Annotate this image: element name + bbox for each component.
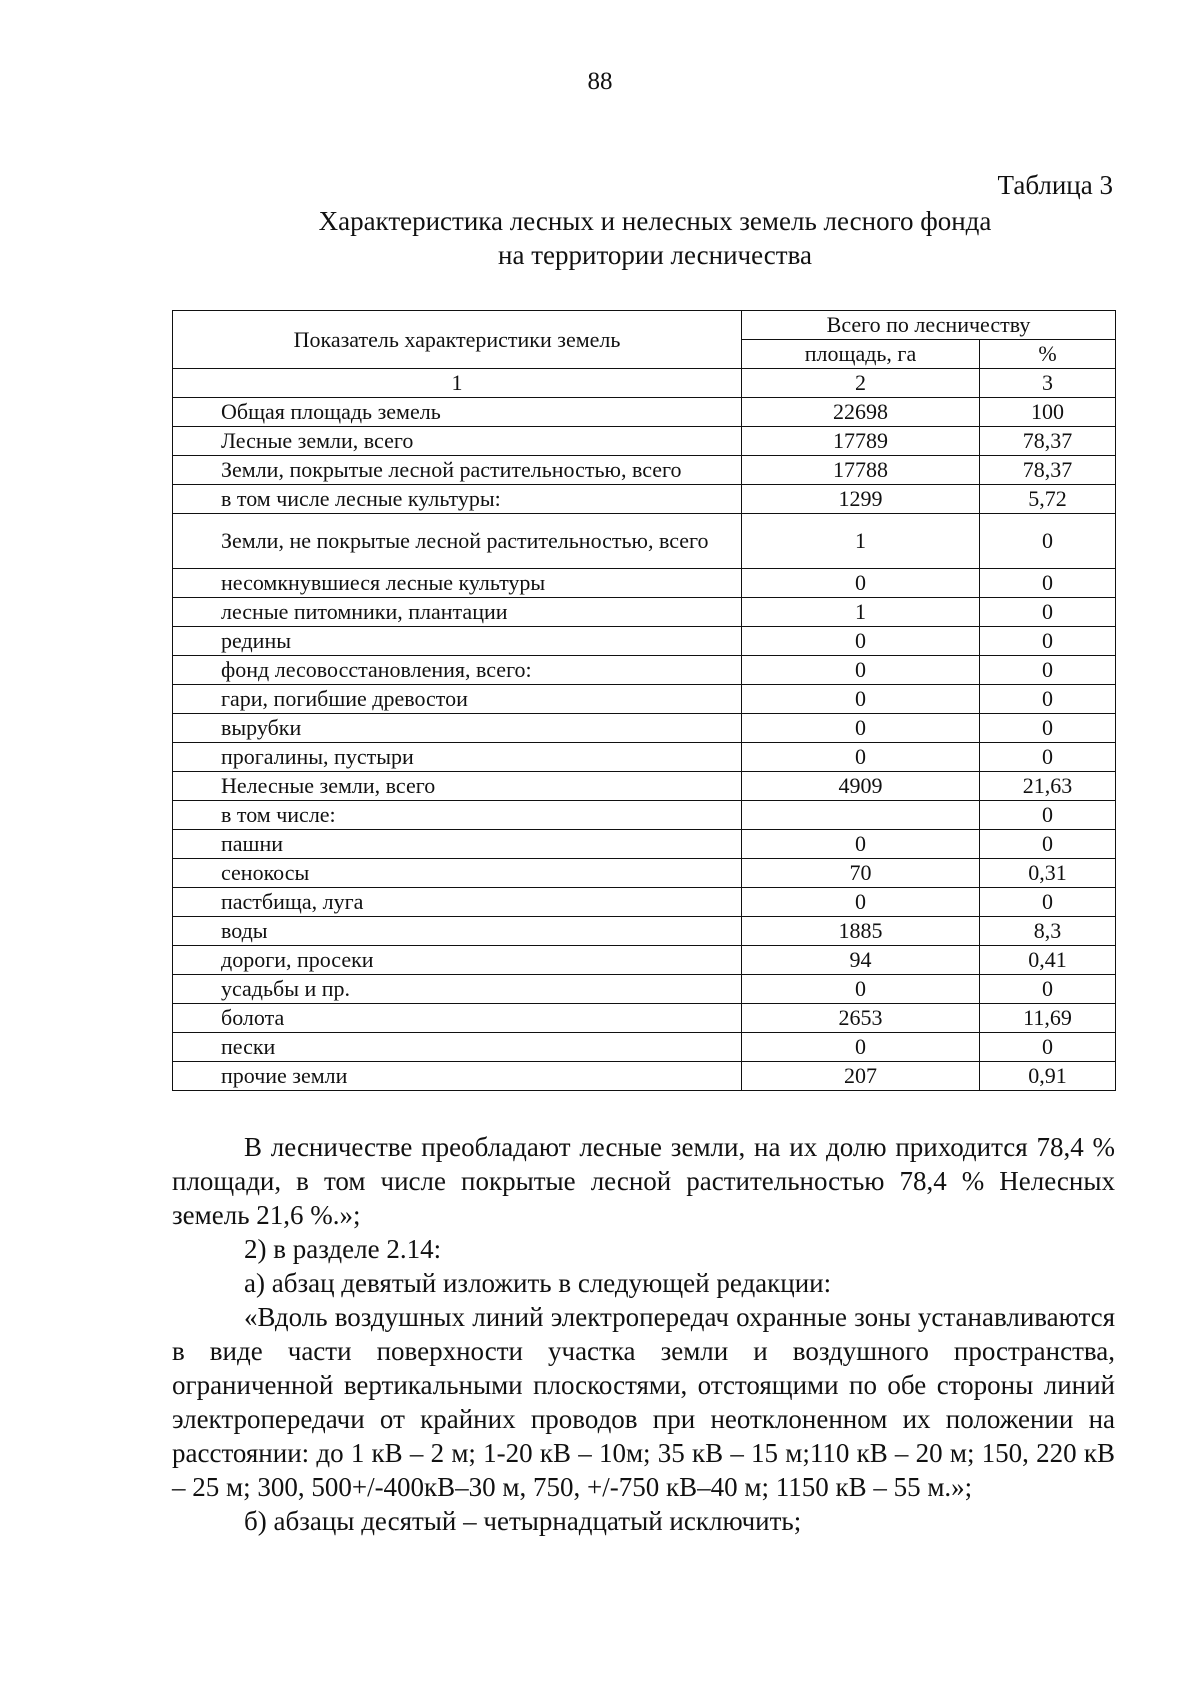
row-percent: 78,37: [980, 456, 1116, 485]
row-indicator: Лесные земли, всего: [173, 427, 742, 456]
row-area: 4909: [742, 772, 980, 801]
row-indicator: Нелесные земли, всего: [173, 772, 742, 801]
header-indicator: Показатель характеристики земель: [173, 311, 742, 369]
row-indicator: вырубки: [173, 714, 742, 743]
table-row: [173, 946, 1116, 975]
row-indicator: в том числе лесные культуры:: [173, 485, 742, 514]
table-row: [173, 888, 1116, 917]
row-indicator: дороги, просеки: [173, 946, 742, 975]
column-number-row: [173, 369, 1116, 398]
row-area: 1: [742, 514, 980, 569]
row-area: 0: [742, 888, 980, 917]
land-characteristics-table: [172, 310, 1116, 1091]
body-paragraph: «Вдоль воздушных линий электропередач охранные зоны устанавливаются в виде части поверхности участка земли и воздушного пространства, ограниченной вертикальными плоскостями, отстоящими по обе стороны линий электропередачи от крайних проводов при неотклоненном их положении на расстоянии: до 1 кВ – 2 м; 1-20 кВ – 10м; 35 кВ – 15 м;110 кВ – 20 м; 150, 220 кВ – 25 м; 300, 500+/-400кВ–30 м, 750, +/-750 кВ–40 м; 1150 кВ – 55 м.»;: [172, 1302, 1115, 1502]
row-percent: 0,91: [980, 1062, 1116, 1091]
row-indicator: редины: [173, 627, 742, 656]
row-area: 1: [742, 598, 980, 627]
table-header-row: [173, 311, 1116, 340]
row-area: 17788: [742, 456, 980, 485]
table-title-line-2: на территории лесничества: [498, 240, 812, 270]
row-percent: 0,41: [980, 946, 1116, 975]
row-indicator: воды: [173, 917, 742, 946]
body-paragraph: В лесничестве преобладают лесные земли, на их долю приходится 78,4 % площади, в том числе покрытые лесной растительностью 78,4 % Нелесных земель 21,6 %.»;: [172, 1132, 1115, 1230]
row-indicator: усадьбы и пр.: [173, 975, 742, 1004]
table-row: [173, 427, 1116, 456]
table-row: [173, 830, 1116, 859]
row-area: 0: [742, 685, 980, 714]
table-row: [173, 1033, 1116, 1062]
row-percent: 0: [980, 514, 1116, 569]
row-indicator: лесные питомники, плантации: [173, 598, 742, 627]
row-percent: 0,31: [980, 859, 1116, 888]
table-row: [173, 1062, 1116, 1091]
row-area: 1885: [742, 917, 980, 946]
table-row: [173, 514, 1116, 569]
body-paragraph: б) абзацы десятый – четырнадцатый исключить;: [244, 1506, 802, 1536]
row-indicator: болота: [173, 1004, 742, 1033]
row-indicator: несомкнувшиеся лесные культуры: [173, 569, 742, 598]
row-area: 0: [742, 627, 980, 656]
row-percent: 0: [980, 627, 1116, 656]
row-indicator: пашни: [173, 830, 742, 859]
row-area: 17789: [742, 427, 980, 456]
table-row: [173, 801, 1116, 830]
row-indicator: пастбища, луга: [173, 888, 742, 917]
row-indicator: сенокосы: [173, 859, 742, 888]
table-row: [173, 975, 1116, 1004]
row-percent: 0: [980, 569, 1116, 598]
table-row: [173, 772, 1116, 801]
row-percent: 0: [980, 685, 1116, 714]
row-area: 94: [742, 946, 980, 975]
page-number: 88: [587, 68, 613, 95]
row-indicator: в том числе:: [173, 801, 742, 830]
table-title-line-1: Характеристика лесных и нелесных земель лесного фонда: [318, 206, 992, 236]
column-number: 3: [980, 369, 1116, 398]
row-area: 0: [742, 975, 980, 1004]
table-row: [173, 627, 1116, 656]
table-row: [173, 398, 1116, 427]
table-label: Таблица 3: [997, 170, 1113, 200]
header-percent: %: [980, 340, 1116, 369]
row-area: 0: [742, 714, 980, 743]
table-row: [173, 714, 1116, 743]
row-percent: 0: [980, 743, 1116, 772]
row-percent: 0: [980, 975, 1116, 1004]
table-row: [173, 743, 1116, 772]
row-percent: 100: [980, 398, 1116, 427]
row-percent: 5,72: [980, 485, 1116, 514]
row-area: 22698: [742, 398, 980, 427]
column-number: 1: [173, 369, 742, 398]
column-number: 2: [742, 369, 980, 398]
row-percent: 11,69: [980, 1004, 1116, 1033]
row-percent: 0: [980, 656, 1116, 685]
row-indicator: прогалины, пустыри: [173, 743, 742, 772]
table-row: [173, 598, 1116, 627]
row-area: 2653: [742, 1004, 980, 1033]
row-indicator: гари, погибшие древостои: [173, 685, 742, 714]
row-area: 0: [742, 569, 980, 598]
row-indicator: прочие земли: [173, 1062, 742, 1091]
table-row: [173, 485, 1116, 514]
table-row: [173, 1004, 1116, 1033]
body-paragraph: а) абзац девятый изложить в следующей редакции:: [244, 1268, 832, 1298]
row-percent: 0: [980, 830, 1116, 859]
row-area: 70: [742, 859, 980, 888]
row-area: 0: [742, 1033, 980, 1062]
row-indicator: фонд лесовосстановления, всего:: [173, 656, 742, 685]
row-indicator: Общая площадь земель: [173, 398, 742, 427]
row-area: 0: [742, 656, 980, 685]
table-title: [175, 204, 1135, 272]
row-area: 0: [742, 830, 980, 859]
header-area: площадь, га: [742, 340, 980, 369]
row-percent: 0: [980, 714, 1116, 743]
table-row: [173, 917, 1116, 946]
row-area: 1299: [742, 485, 980, 514]
row-percent: 0: [980, 598, 1116, 627]
table-row: [173, 656, 1116, 685]
row-area: 207: [742, 1062, 980, 1091]
table-row: [173, 685, 1116, 714]
row-indicator: Земли, не покрытые лесной растительностью, всего: [173, 514, 742, 569]
row-percent: 0: [980, 888, 1116, 917]
row-area: [742, 801, 980, 830]
row-percent: 0: [980, 1033, 1116, 1062]
row-percent: 8,3: [980, 917, 1116, 946]
row-area: 0: [742, 743, 980, 772]
row-indicator: пески: [173, 1033, 742, 1062]
table-row: [173, 569, 1116, 598]
body-text: [172, 1130, 1115, 1538]
row-percent: 0: [980, 801, 1116, 830]
row-percent: 78,37: [980, 427, 1116, 456]
body-paragraph: 2) в разделе 2.14:: [244, 1234, 442, 1264]
row-percent: 21,63: [980, 772, 1116, 801]
header-total: Всего по лесничеству: [742, 311, 1116, 340]
row-indicator: Земли, покрытые лесной растительностью, всего: [173, 456, 742, 485]
table-row: [173, 859, 1116, 888]
table-row: [173, 456, 1116, 485]
